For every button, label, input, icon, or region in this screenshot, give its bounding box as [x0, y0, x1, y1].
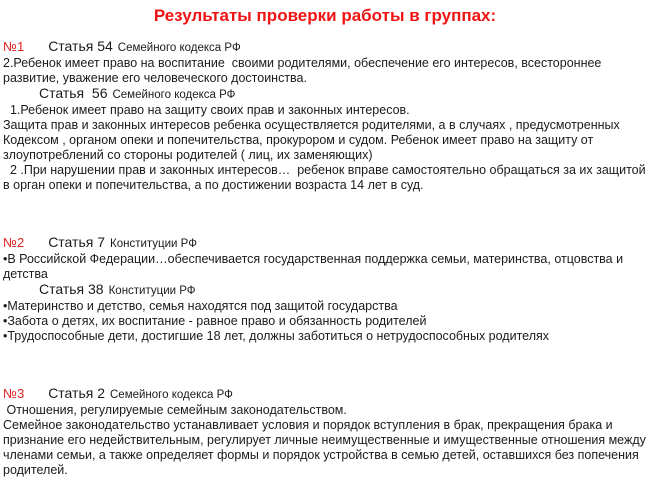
law-code-name: Семейного кодекса РФ: [112, 89, 236, 101]
bullet-paragraph: •Забота о детях, их воспитание - равное право и обязанность родителей: [3, 314, 427, 328]
article-reference: Статья 7: [48, 234, 105, 250]
bullet-paragraph: •В Российской Федерации…обеспечивается государственная поддержка семьи, материнства, отцовства и детства: [3, 252, 627, 281]
section-1-subheading: [3, 86, 647, 103]
section-2-heading: [3, 235, 647, 252]
article-reference: Статья 38: [39, 281, 104, 297]
section-group-3: [3, 385, 650, 478]
law-code-name: Семейного кодекса РФ: [110, 389, 233, 401]
page-title: Результаты проверки работы в группах:: [153, 6, 497, 25]
group-number: №3: [3, 386, 25, 401]
article-reference: Статья 56: [39, 85, 108, 101]
bullet-paragraph: •Трудоспособные дети, достигшие 18 лет, должны заботиться о нетрудоспособных родителях: [3, 329, 550, 343]
section-group-2: [3, 235, 647, 344]
paragraph: 2 .При нарушении прав и законных интересов… ребенок вправе самостоятельно обращаться за их защитой в орган опеки и попечительства, а по достижении возраста 14 лет в суд.: [3, 163, 650, 192]
section-1-heading: [3, 39, 647, 56]
paragraph: 2.Ребенок имеет право на воспитание своими родителями, обеспечение его интересов, всестороннее развитие, уважение его человеческого достоинства.: [3, 56, 605, 85]
article-reference: Статья 54: [48, 38, 113, 54]
section-3-heading: [3, 386, 647, 403]
law-code-name: Семейного кодекса РФ: [117, 42, 241, 54]
bullet-paragraph: •Материнство и детство, семья находятся под защитой государства: [3, 299, 398, 313]
group-number: №2: [3, 235, 25, 250]
law-code-name: Конституции РФ: [108, 285, 196, 297]
paragraph: 1.Ребенок имеет право на защиту своих прав и законных интересов.: [3, 103, 410, 117]
section-group-1: [3, 38, 650, 193]
section-2-subheading: [3, 282, 647, 299]
paragraph: Защита прав и законных интересов ребенка осуществляется родителями, а в случаях , предусмотренных Кодексом , органом опеки и попечительства, прокурором и судом. Ребенок имеет право на защиту от злоупотреблений со стороны родителей ( лиц, их заменяющих): [3, 118, 624, 162]
article-reference: Статья 2: [48, 385, 105, 401]
law-code-name: Конституции РФ: [110, 238, 197, 250]
paragraph: Отношения, регулируемые семейным законодательством.: [3, 403, 347, 417]
paragraph: Семейное законодательство устанавливает условия и порядок вступления в брак, прекращения брака и признание его недействительным, регулирует личные неимущественные и имущественные отношения между членами семьи, а также определяет формы и порядок устройства в семью детей, оставшихся без попечения родителей.: [3, 418, 650, 477]
group-number: №1: [3, 39, 25, 54]
